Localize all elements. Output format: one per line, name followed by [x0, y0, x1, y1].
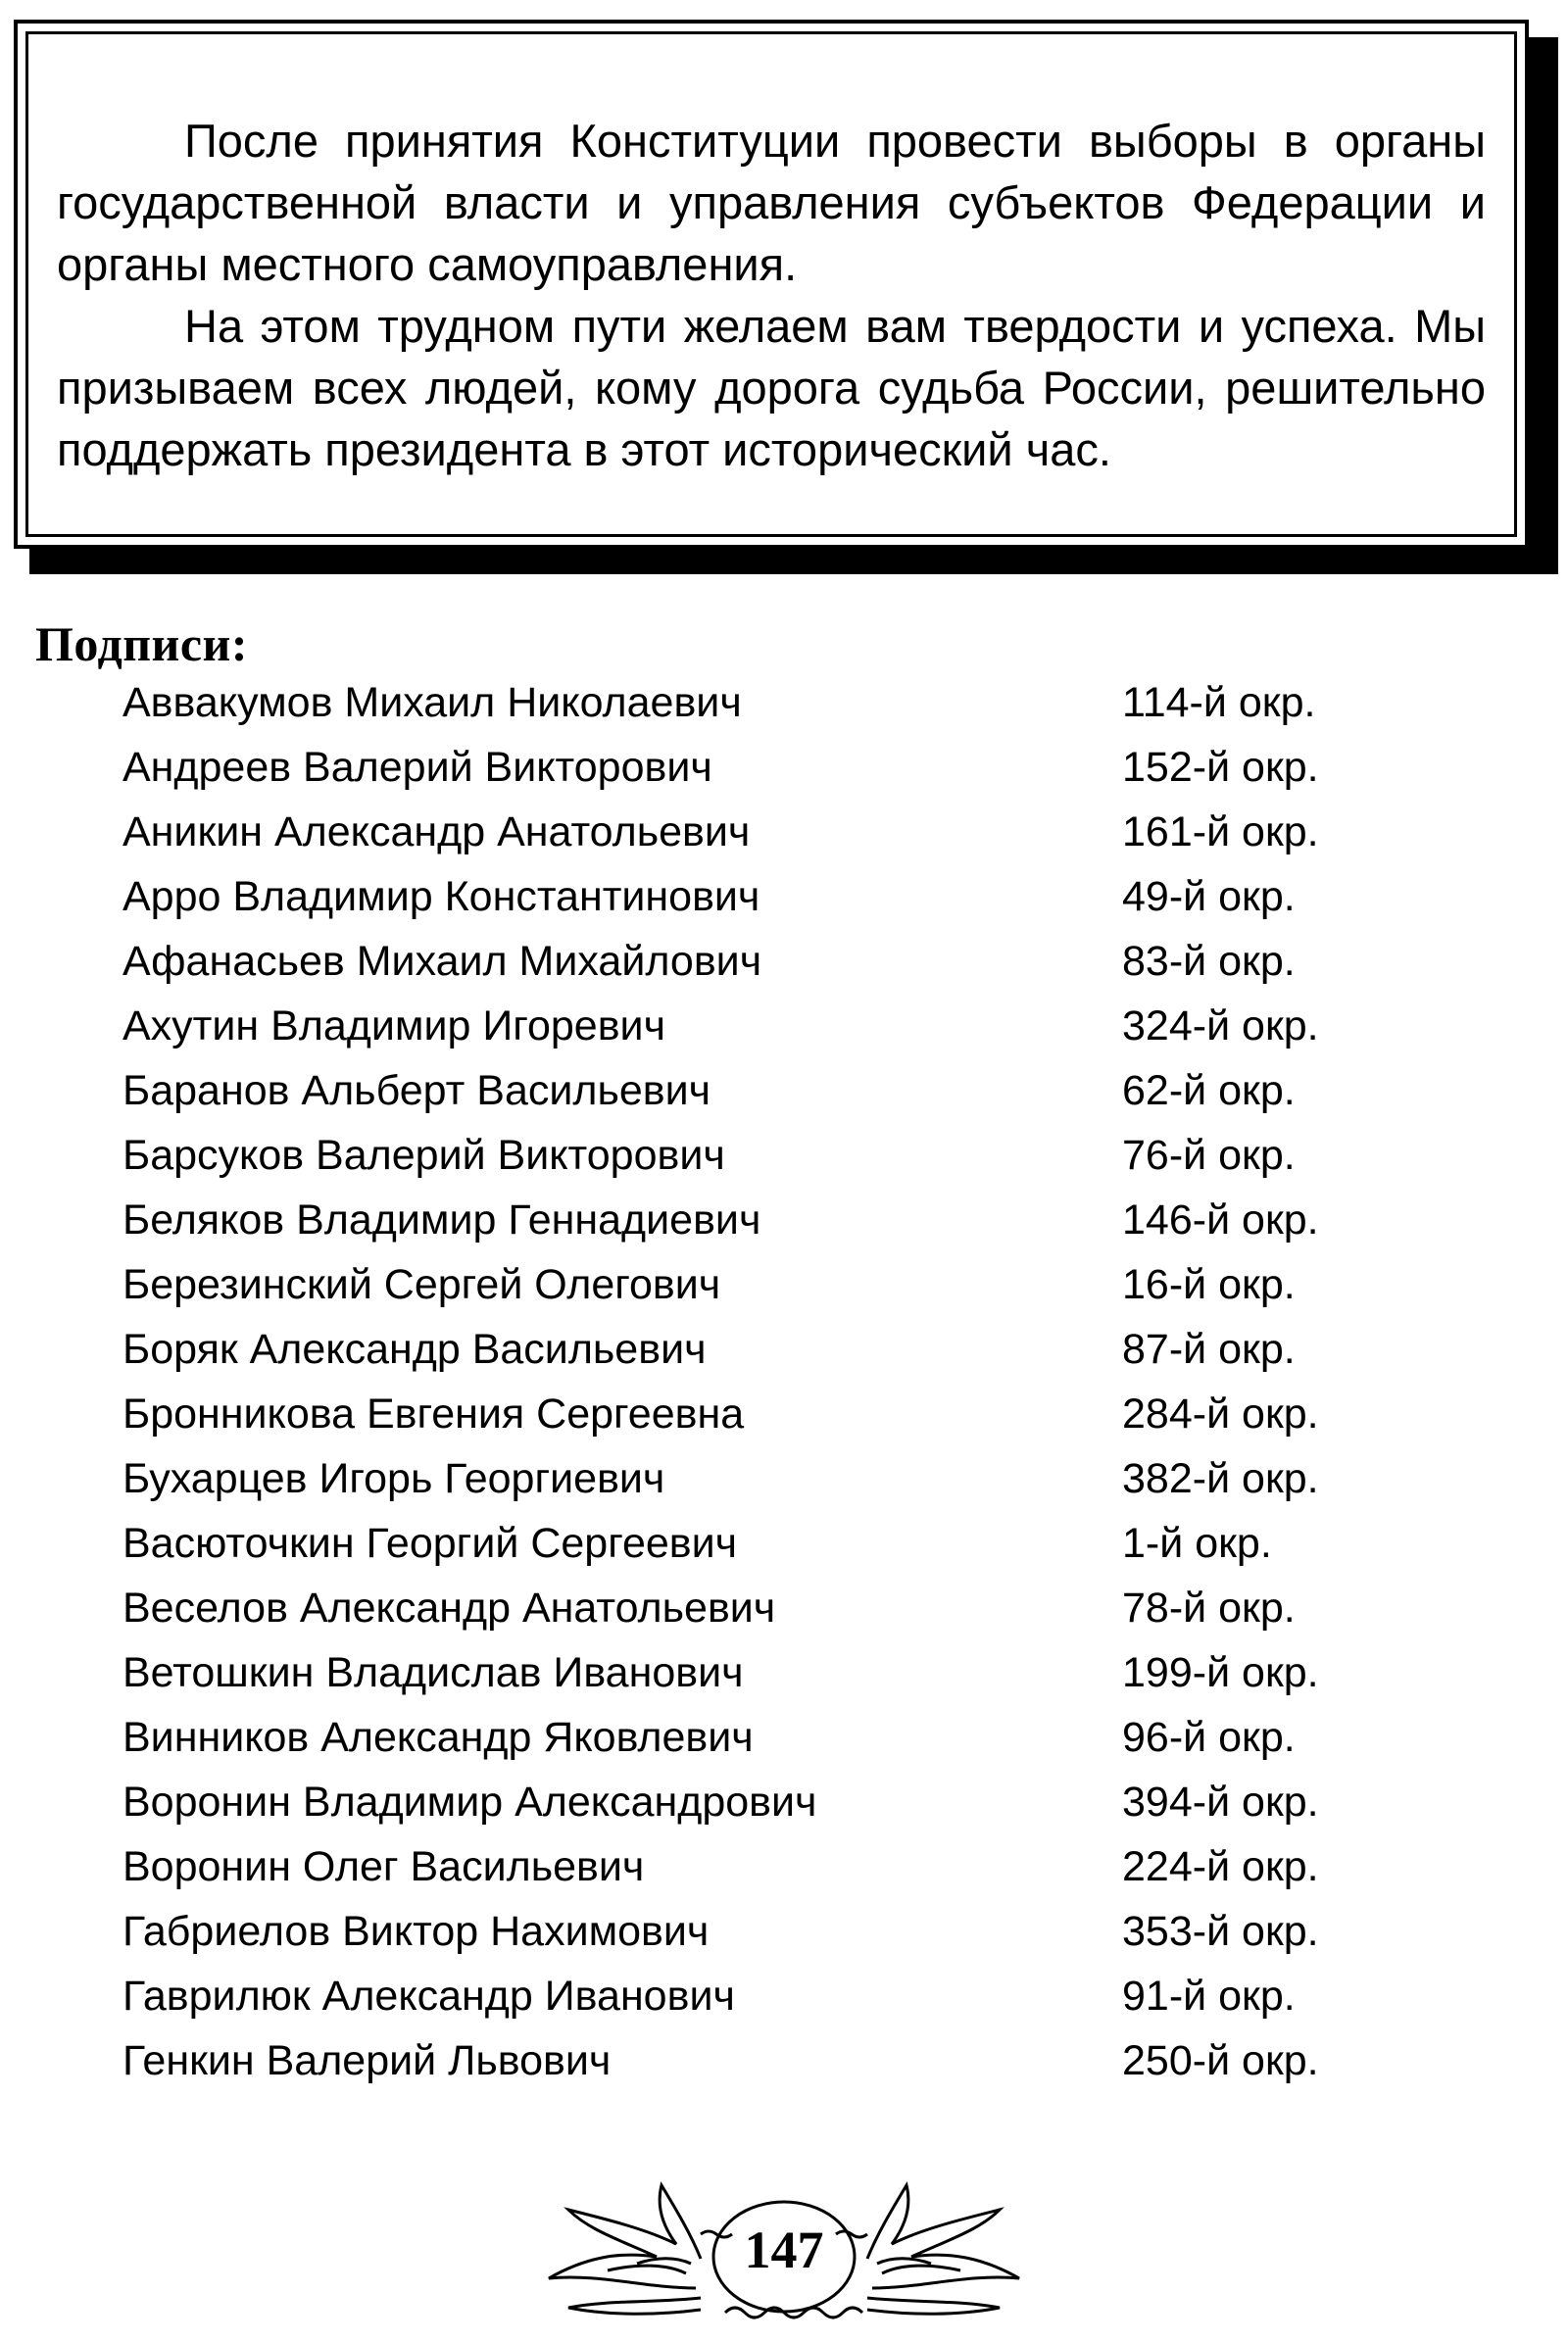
signature-row — [122, 1511, 1396, 1576]
signatory-district: 91-й окр. — [1122, 1973, 1296, 2020]
signatory-district: 394-й окр. — [1122, 1779, 1319, 1826]
appeal-text — [57, 110, 1486, 480]
signatory-name: Арро Владимир Константинович — [122, 873, 760, 920]
signature-row — [122, 1640, 1396, 1705]
signatory-district: 146-й окр. — [1122, 1196, 1319, 1244]
signatory-name: Веселов Александр Анатольевич — [122, 1585, 776, 1632]
signature-row — [122, 1770, 1396, 1834]
signatory-district: 62-й окр. — [1122, 1067, 1296, 1114]
signatory-district: 49-й окр. — [1122, 873, 1296, 920]
signatory-name: Ветошкин Владислав Иванович — [122, 1649, 744, 1696]
signature-row — [122, 1576, 1396, 1640]
signatory-name: Винников Александр Яковлевич — [122, 1714, 754, 1761]
signatory-name: Воронин Владимир Александрович — [122, 1779, 817, 1826]
signature-row — [122, 929, 1396, 994]
signatory-name: Аввакумов Михаил Николаевич — [122, 679, 742, 726]
signatory-district: 78-й окр. — [1122, 1585, 1296, 1632]
signature-row — [122, 1317, 1396, 1382]
signatory-name: Бронникова Евгения Сергеевна — [122, 1391, 745, 1438]
signatory-district: 87-й окр. — [1122, 1326, 1296, 1373]
signatory-district: 199-й окр. — [1122, 1649, 1319, 1696]
signatory-name: Березинский Сергей Олегович — [122, 1261, 721, 1308]
signature-row — [122, 994, 1396, 1058]
signatory-district: 83-й окр. — [1122, 938, 1296, 985]
signatory-district: 76-й окр. — [1122, 1132, 1296, 1179]
signature-row — [122, 2028, 1396, 2093]
signatory-name: Ахутин Владимир Игоревич — [122, 1002, 665, 1049]
signatory-name: Баранов Альберт Васильевич — [122, 1067, 711, 1114]
signature-row — [122, 1188, 1396, 1252]
appeal-paragraph: На этом трудном пути желаем вам твердости и успеха. Мы призываем всех людей, кому дорога судьба России, решительно поддержать президента в этот исторический час. — [57, 300, 1486, 475]
signatory-district: 324-й окр. — [1122, 1002, 1319, 1049]
signature-row — [122, 1382, 1396, 1446]
signature-row — [122, 735, 1396, 800]
signatory-district: 382-й окр. — [1122, 1455, 1319, 1502]
appeal-paragraph: После принятия Конституции провести выборы в органы государственной власти и управления субъектов Федерации и органы местного самоуправления. — [57, 115, 1486, 290]
signatory-name: Беляков Владимир Геннадиевич — [122, 1196, 761, 1244]
signatory-name: Барсуков Валерий Викторович — [122, 1132, 725, 1179]
signature-row — [122, 1705, 1396, 1770]
signatory-district: 353-й окр. — [1122, 1908, 1319, 1955]
signatory-name: Габриелов Виктор Нахимович — [122, 1908, 710, 1955]
signatory-name: Андреев Валерий Викторович — [122, 744, 712, 791]
signature-row — [122, 800, 1396, 864]
signatory-district: 96-й окр. — [1122, 1714, 1296, 1761]
signature-row — [122, 1123, 1396, 1188]
appeal-box — [14, 20, 1529, 549]
signatory-name: Боряк Александр Васильевич — [122, 1326, 707, 1373]
signature-row — [122, 1964, 1396, 2028]
signature-row — [122, 864, 1396, 929]
signatory-name: Аникин Александр Анатольевич — [122, 808, 751, 855]
signatory-district: 1-й окр. — [1122, 1520, 1272, 1567]
signatory-district: 114-й окр. — [1122, 679, 1316, 726]
signature-row — [122, 1252, 1396, 1317]
signatures-list — [122, 670, 1396, 2093]
signatory-district: 250-й окр. — [1122, 2037, 1319, 2084]
page-number: 147 — [744, 2220, 824, 2279]
signature-row — [122, 1058, 1396, 1123]
signatory-district: 284-й окр. — [1122, 1391, 1319, 1438]
signature-row — [122, 1446, 1396, 1511]
signatory-district: 152-й окр. — [1122, 744, 1319, 791]
signatory-name: Генкин Валерий Львович — [122, 2037, 612, 2084]
signature-row — [122, 1834, 1396, 1899]
signatory-name: Афанасьев Михаил Михайлович — [122, 938, 762, 985]
signatory-name: Воронин Олег Васильевич — [122, 1843, 645, 1890]
signatures-heading: Подписи: — [35, 616, 249, 671]
signatory-name: Васюточкин Георгий Сергеевич — [122, 1520, 738, 1567]
page-number-ornament — [490, 2141, 1078, 2337]
signatory-name: Бухарцев Игорь Георгиевич — [122, 1455, 665, 1502]
signatory-name: Гаврилюк Александр Иванович — [122, 1973, 735, 2020]
signatory-district: 16-й окр. — [1122, 1261, 1296, 1308]
signature-row — [122, 670, 1396, 735]
signature-row — [122, 1899, 1396, 1964]
signatory-district: 161-й окр. — [1122, 808, 1319, 855]
signatory-district: 224-й окр. — [1122, 1843, 1319, 1890]
